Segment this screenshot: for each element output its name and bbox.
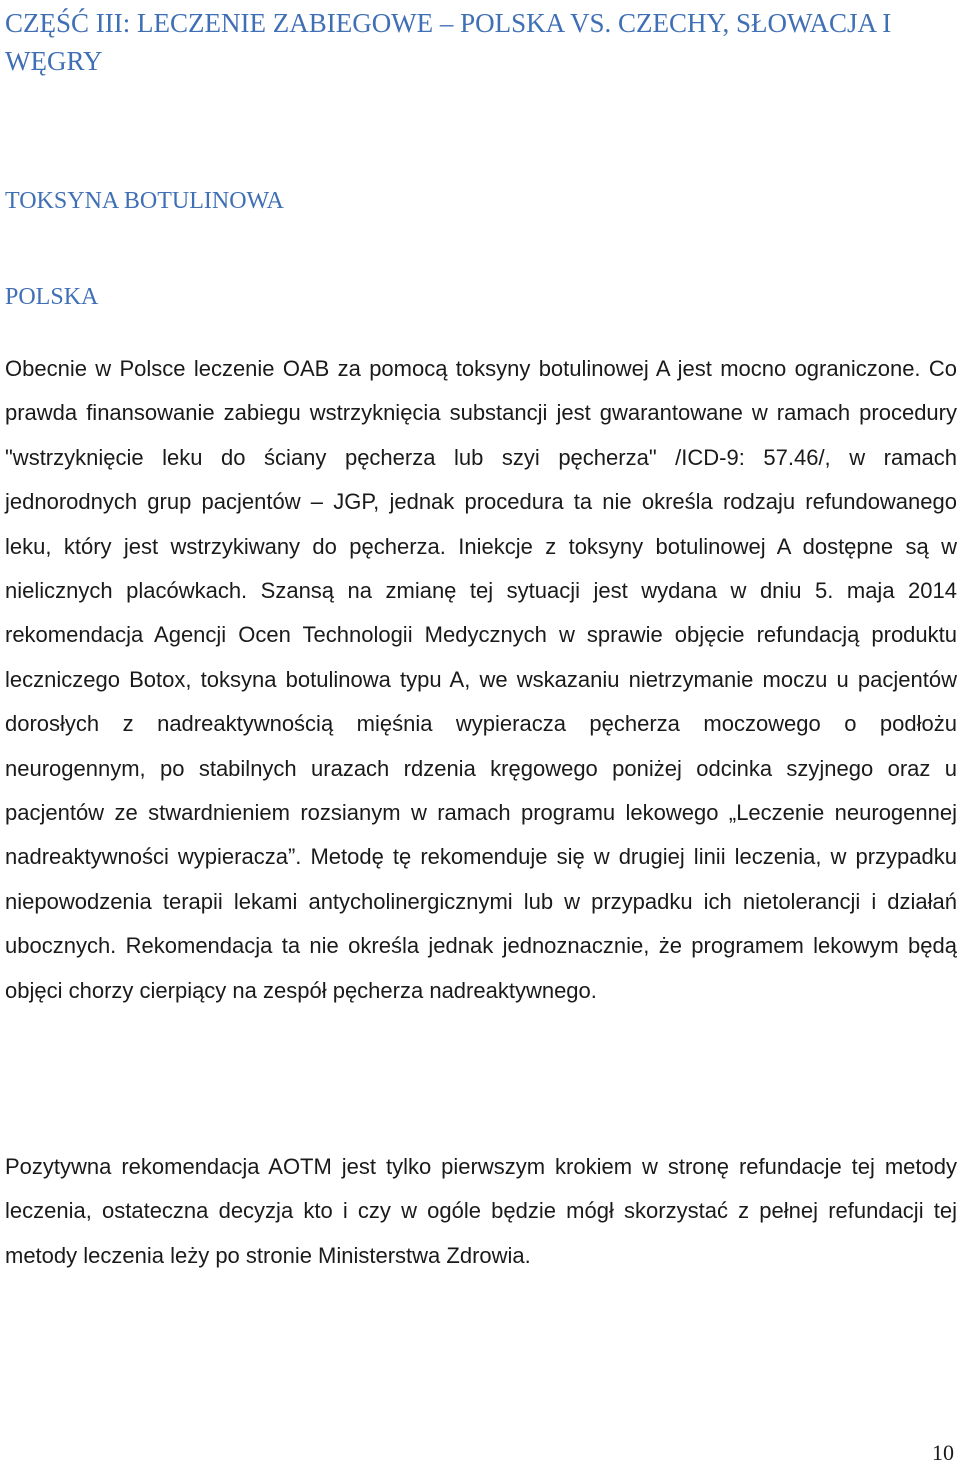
section-heading: TOKSYNA BOTULINOWA: [5, 188, 284, 214]
part-heading: CZĘŚĆ III: LECZENIE ZABIEGOWE – POLSKA VS. CZECHY, SŁOWACJA I WĘGRY: [5, 8, 892, 76]
paragraph-conclusion: Pozytywna rekomendacja AOTM jest tylko pierwszym krokiem w stronę refundacje tej metody leczenia, ostateczna decyzja kto i czy w ogóle będzie mógł skorzystać z pełnej refundacji tej metody leczenia leży po stronie Ministerstwa Zdrowia.: [5, 1154, 957, 1268]
paragraph-main-text: Obecnie w Polsce leczenie OAB za pomocą toksyny botulinowej A jest mocno ograniczone. Co prawda finansowanie zabiegu wstrzyknięcia substancji jest gwarantowane w ramach procedury "wstrzyknięcie leku do ściany pęcherza lub szyi pęcherza" /ICD-9: 57.46/, w ramach jednorodnych grup pacjentów – JGP, jednak procedura ta nie określa rodzaju refundowanego leku, który jest wstrzykiwany do pęcherza. Iniekcje z toksyny botulinowej A dostępne są w nielicznych placówkach. Szansą na zmianę tej sytuacji jest wydana w dniu 5. maja 2014 rekomendacja Agencji Ocen Technologii Medycznych w sprawie objęcie refundacją produktu leczniczego Botox, toksyna botulinowa typu A, we wskazaniu nietrzymanie moczu u pacjentów dorosłych z nadreaktywnością mięśnia wypieracza pęcherza moczowego o podłożu neurogennym, po stabilnych urazach rdzenia kręgowego poniżej odcinka szyjnego oraz u pacjentów ze stwardnieniem rozsianym w ramach programu lekowego „Leczenie neurogennej nadreaktywności wypieracza”. Metodę tę rekomenduje się w drugiej linii leczenia, w przypadku niepowodzenia terapii lekami antycholinergicznymi lub w przypadku ich nietolerancji i działań ubocznych. Rekomendacja ta nie określa jednak jednoznacznie, że programem lekowym będą objęci chorzy cierpiący na zespół pęcherza nadreaktywnego.: [5, 356, 957, 1003]
country-heading: POLSKA: [5, 284, 99, 310]
page-number: 10: [932, 1440, 954, 1465]
paragraph-main: [5, 347, 957, 1013]
